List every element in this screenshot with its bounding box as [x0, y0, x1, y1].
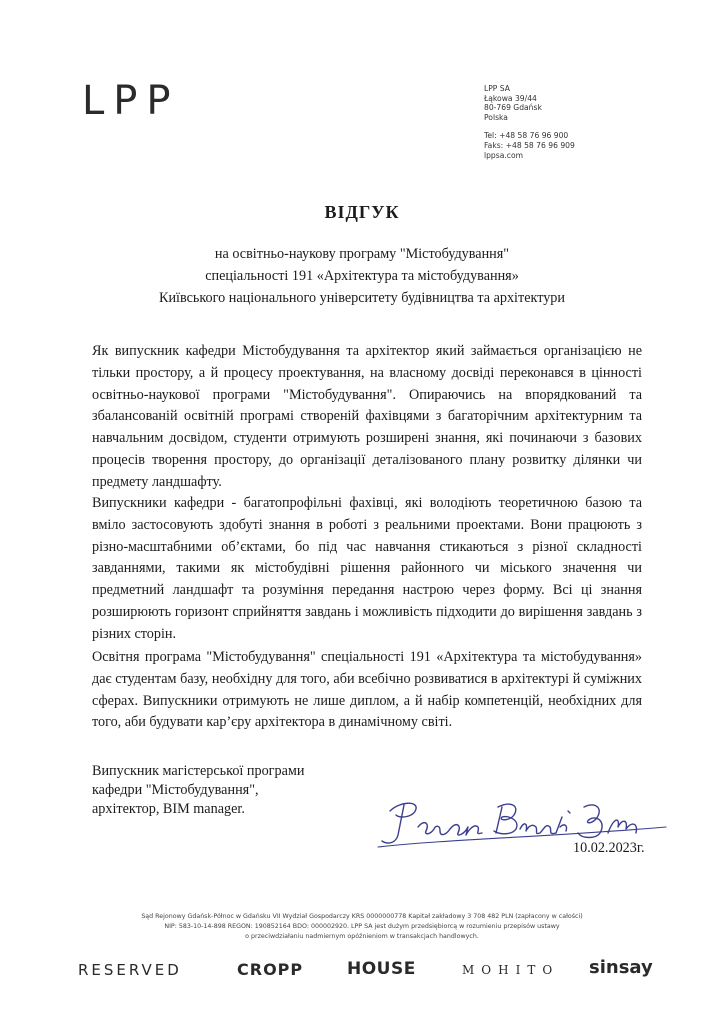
address-spacer: [484, 122, 575, 131]
legal-line-1: Sąd Rejonowy Gdańsk-Północ w Gdańsku VII Wydział Gospodarczy KRS 0000000778 Kapitał zakładowy 3 708 482 PLN (zapłacony w całości): [141, 913, 583, 920]
brand-mohito-logo: MOHITO: [462, 963, 560, 977]
company-city: 80-769 Gdańsk: [484, 103, 542, 113]
lpp-logo: LPP: [82, 78, 180, 124]
legal-line-2: NIP: 583-10-14-898 REGON: 190852164 BDO: 000002920. LPP SA jest dużym przedsiębiorcą w rozumieniu przepisów ustawy: [164, 923, 560, 930]
document-date: 10.02.2023г.: [573, 840, 645, 856]
legal-line-3: o przeciwdziałaniu nadmiernym opóźnieniom w transakcjach handlowych.: [245, 933, 479, 940]
company-street: Łąkowa 39/44: [484, 93, 537, 103]
brand-cropp-logo: CROPP: [237, 960, 304, 979]
company-address-block: [484, 84, 575, 160]
footer-legal-text: [120, 912, 604, 942]
subtitle-line-2: спеціальності 191 «Архітектура та містобудування»: [205, 268, 519, 284]
company-fax: Faks: +48 58 76 96 909: [484, 140, 575, 150]
document-title: ВІДГУК: [324, 202, 400, 222]
body-paragraph-1: Як випускник кафедри Містобудування та архітектор який займається організацією не тільки простору, а й процесу проектування, на власному досвіді переконався в цінності освітньо-наукової програми "Містобудування". Опираючись на впорядкований та збалансованій освітній програмі створеній фахівцями з багаторічним архітектурним та навчальним досвідом, студенти отримують розширені знання, які починаючи з базових процесів творення простору, до організації деталізованого плану розвитку ділянки чи предмету ландшафту.: [92, 343, 642, 490]
document-subtitle: [60, 243, 664, 309]
company-country: Polska: [484, 112, 508, 122]
company-name: LPP SA: [484, 84, 510, 93]
brand-sinsay-logo: sinsay: [589, 957, 653, 978]
subtitle-line-3: Київського національного університету будівництва та архітектури: [158, 290, 565, 306]
company-phone: Tel: +48 58 76 96 900: [484, 131, 569, 141]
signatory-line-3: архітектор, BIM manager.: [92, 801, 245, 817]
brand-reserved-logo: RESERVED: [78, 961, 182, 979]
signatory-block: [92, 762, 304, 819]
signatory-line-1: Випускник магістерської програми: [92, 763, 305, 779]
brand-house-logo: HOUSE: [347, 959, 416, 979]
company-website: lppsa.com: [484, 150, 523, 160]
body-paragraph-3: Освітня програма "Містобудування" спеціальності 191 «Архітектура та містобудування» дає студентам базу, необхідну для того, аби всебічно розвиватися в архітектурі й суміжних сферах. Випускники отримують не лише диплом, а й набір компетенцій, необхідних для того, аби будувати кар’єру архітектора в динамічному світі.: [92, 649, 642, 731]
signatory-line-2: кафедри "Містобудування",: [92, 782, 259, 798]
subtitle-line-1: на освітньо-наукову програму "Містобудування": [214, 246, 510, 262]
body-paragraph-2: Випускники кафедри - багатопрофільні фахівці, які володіють теоретичною базою та вміло застосовують здобуті знання в роботі з реальними проектами. Вони працюють з різно-масштабними об’єктами, бо під час навчання стикаються з різної складності завданнями, такими як містобудівні рішення районного чи міського значення чи предметний ландшафт та розуміння передання настрою через форму. Всі ці знання розширюють горизонт сприйняття завдань і можливість підходити до вирішення завдань з різних сторін.: [92, 495, 642, 642]
